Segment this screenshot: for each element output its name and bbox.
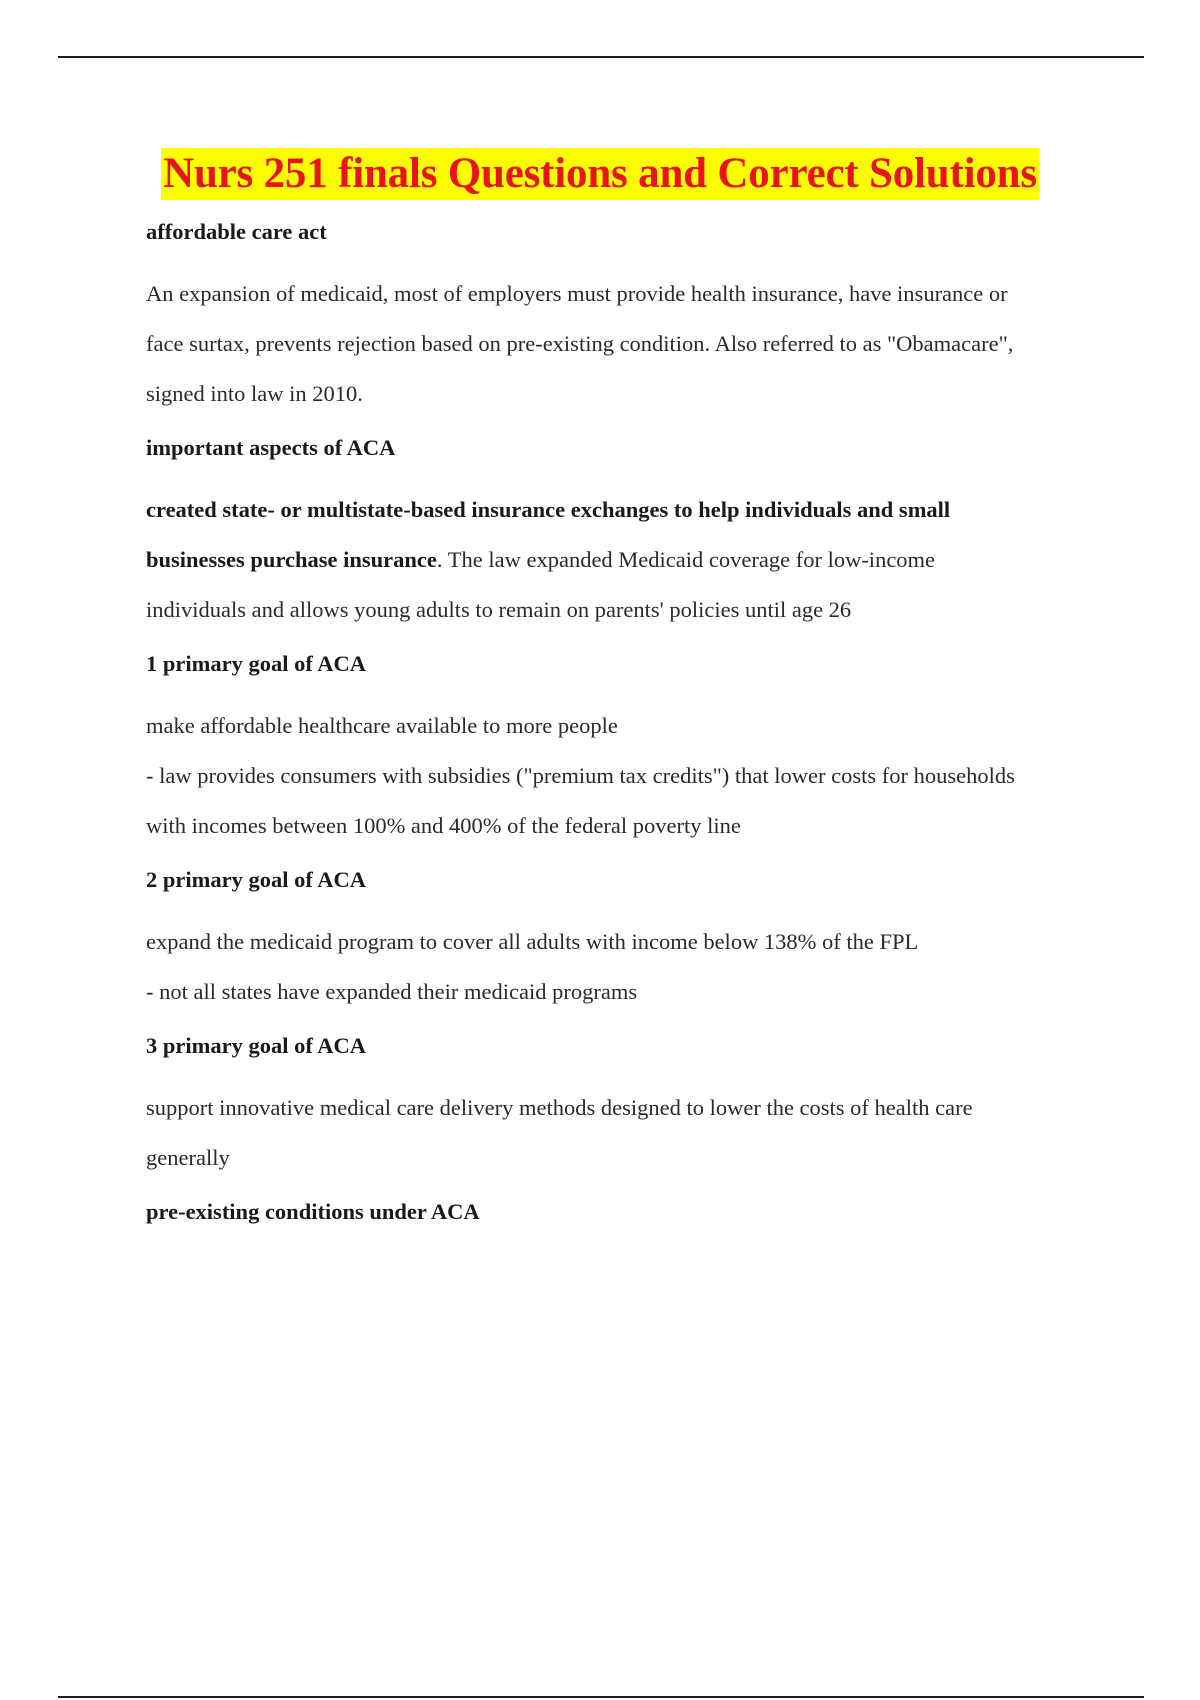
answer-primary-goal-1: [146, 698, 1086, 854]
question-important-aspects: important aspects of ACA: [146, 435, 396, 460]
answer-line: support innovative medical care delivery methods designed to lower the costs of health care: [146, 1095, 973, 1120]
answer-primary-goal-2: [146, 914, 1086, 1020]
answer-line: generally: [146, 1145, 230, 1170]
answer-bold-text: businesses purchase insurance: [146, 547, 437, 572]
answer-important-aspects: [146, 482, 1086, 638]
answer-line: individuals and allows young adults to remain on parents' policies until age 26: [146, 597, 852, 622]
document-title: Nurs 251 finals Questions and Correct Solutions: [161, 148, 1039, 200]
question-pre-existing-conditions: pre-existing conditions under ACA: [146, 1199, 480, 1224]
answer-line: An expansion of medicaid, most of employers must provide health insurance, have insurance or: [146, 281, 1008, 306]
title-wrapper: [0, 148, 1200, 200]
answer-affordable-care-act: [146, 266, 1086, 422]
answer-line: with incomes between 100% and 400% of the federal poverty line: [146, 813, 741, 838]
top-rule: [58, 56, 1144, 58]
answer-text: . The law expanded Medicaid coverage for low-income: [436, 547, 936, 572]
answer-line: make affordable healthcare available to more people: [146, 713, 618, 738]
question-primary-goal-3: 3 primary goal of ACA: [146, 1033, 366, 1058]
answer-line: - not all states have expanded their medicaid programs: [146, 979, 638, 1004]
answer-line: signed into law in 2010.: [146, 381, 363, 406]
question-primary-goal-2: 2 primary goal of ACA: [146, 867, 366, 892]
answer-bold-text: created state- or multistate-based insurance exchanges to help individuals and small: [146, 497, 951, 522]
answer-line: expand the medicaid program to cover all adults with income below 138% of the FPL: [146, 929, 919, 954]
bottom-rule: [58, 1696, 1144, 1698]
document-body: [146, 210, 1086, 1232]
answer-line: face surtax, prevents rejection based on pre-existing condition. Also referred to as "Obamacare",: [146, 331, 1014, 356]
answer-line: [146, 532, 1086, 588]
question-affordable-care-act: affordable care act: [146, 219, 327, 244]
answer-line: - law provides consumers with subsidies ("premium tax credits") that lower costs for households: [146, 763, 1015, 788]
answer-line: [146, 482, 1086, 538]
answer-primary-goal-3: [146, 1080, 1086, 1186]
question-primary-goal-1: 1 primary goal of ACA: [146, 651, 366, 676]
